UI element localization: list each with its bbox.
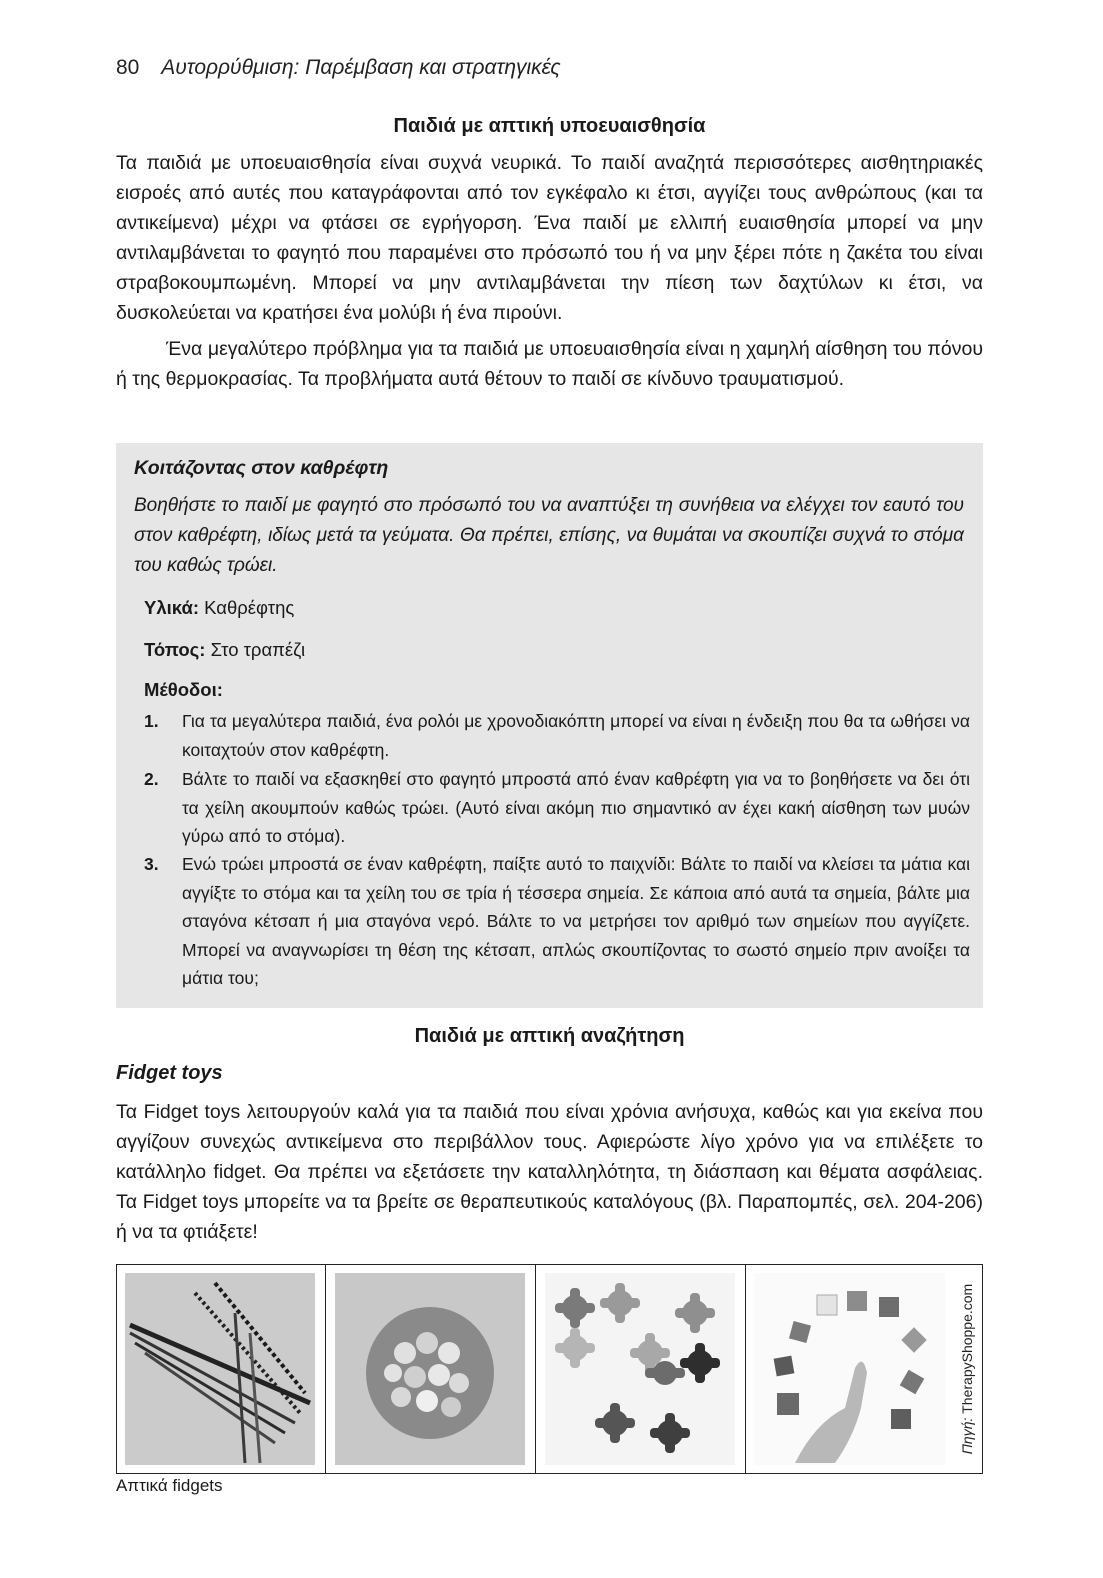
paragraph-fidget-toys: Τα Fidget toys λειτουργούν καλά για τα παιδιά που είναι χρόνια ανήσυχα, καθώς και για εκείνα που αγγίζουν συνεχώς αντικείμενα στο περιβάλλον τους. Αφιερώστε λίγο χρόνο για να επιλέξετε το κατάλληλο fidget. Θα πρέπει να εξετάσετε την καταλληλότητα, τη διάσπαση και θέματα ασφάλειας. Τα Fidget toys μπορείτε να τα βρείτε σε θεραπευτικούς καταλόγους (βλ. Παραπομπές, σελ. 204-206) ή να τα φτιάξετε! <box>116 1101 983 1243</box>
paragraph-hyposensitivity-2: Ένα μεγαλύτερο πρόβλημα για τα παιδιά με υποευαισθησία είναι η χαμηλή αίσθηση του πόνου ή της θερμοκρασίας. Τα προβλήματα αυτά θέτουν το παιδί σε κίνδυνο τραυματισμού. <box>116 338 983 390</box>
fidget-photo-squishy-ball <box>335 1273 525 1465</box>
fidget-photo-pipe-cleaners <box>125 1273 315 1465</box>
credit-label: Πηγή: <box>959 1417 975 1455</box>
running-title: Αυτορρύθμιση: Παρέμβαση και στρατηγικές <box>161 56 561 79</box>
figure-divider <box>745 1265 746 1473</box>
methods-label: Μέθοδοι: <box>144 679 223 700</box>
place-value: Στο τραπέζι <box>210 639 306 660</box>
method-text: Βάλτε το παιδί να εξασκηθεί στο φαγητό μπροστά από έναν καθρέφτη για να το βοηθήσετε να δει ότι τα χείλη ακουμπούν καθώς τρώει. (Αυτό είναι ακόμη πιο σημαντικό αν έχει κακή αίσθηση των μυών γύρω από το στόμα). <box>182 769 970 846</box>
fidget-photo-textured-tiles <box>755 1273 945 1465</box>
activity-title: Κοιτάζοντας στον καθρέφτη <box>134 457 389 479</box>
method-text: Ενώ τρώει μπροστά σε έναν καθρέφτη, παίξτε αυτό το παιχνίδι: Βάλτε το παιδί να κλείσει τα μάτια και αγγίξτε το στόμα και τα χείλη του σε τρία ή τέσσερα σημεία. Σε κάποια από αυτά τα σημεία, βάλτε μια σταγόνα κέτσαπ ή μια σταγόνα νερό. Βάλτε το να μετρήσει τον αριθμό των σημείων που αγγίζετε. Μπορεί να αναγνωρίσει τη θέση της κέτσαπ, απλώς σκουπίζοντας το σωστό σημείο πριν ανοίξει τα μάτια του; <box>182 854 970 988</box>
section-title-tactile-seeking: Παιδιά με απτική αναζήτηση <box>414 1025 685 1047</box>
method-number: 3. <box>144 854 159 874</box>
method-item <box>144 707 970 764</box>
fidget-toys-heading: Fidget toys <box>116 1062 223 1084</box>
running-head <box>116 56 561 80</box>
place-field <box>144 639 305 661</box>
paragraph-hyposensitivity-1: Τα παιδιά με υποευαισθησία είναι συχνά νευρικά. Το παιδί αναζητά περισσότερες αισθητηριακές εισροές από αυτές που καταγράφονται από τον εγκέφαλο κι έτσι, αγγίζει τους ανθρώπους (και τα αντικείμενα) μέχρι να φτάσει σε εγρήγορση. Ένα παιδί με ελλιπή ευαισθησία μπορεί να μην αντιλαμβάνεται το φαγητό που παραμένει στο πρόσωπό του ή να μην ξέρει πότε η ζακέτα του είναι στραβοκουμπωμένη. Μπορεί να μην αντιλαμβάνεται την πίεση των δαχτύλων κι έτσι, να δυσκολεύεται να κρατήσει ένα μολύβι ή ένα πιρούνι. <box>116 152 983 324</box>
credit-source: TherapyShoppe.com <box>959 1283 975 1414</box>
activity-box <box>116 443 983 1008</box>
figure-divider <box>325 1265 326 1473</box>
materials-field <box>144 597 294 619</box>
figure-caption: Απτικά fidgets <box>116 1476 223 1495</box>
section-title-hyposensitivity: Παιδιά με απτική υποευαισθησία <box>393 115 706 137</box>
method-number: 1. <box>144 711 159 731</box>
place-label: Τόπος: <box>144 639 206 660</box>
method-item <box>144 850 970 993</box>
fidget-figure <box>116 1264 983 1474</box>
method-number: 2. <box>144 769 159 789</box>
page-number: 80 <box>116 56 140 79</box>
materials-label: Υλικά: <box>144 597 200 618</box>
materials-value: Καθρέφτης <box>204 597 295 618</box>
method-text: Για τα μεγαλύτερα παιδιά, ένα ρολόι με χρονοδιακόπτη μπορεί να είναι η ένδειξη που θα τα ωθήσει να κοιταχτούν στον καθρέφτη. <box>182 711 970 760</box>
figure-divider <box>535 1265 536 1473</box>
fidget-photo-connectors <box>545 1273 735 1465</box>
activity-intro: Βοηθήστε το παιδί με φαγητό στο πρόσωπό του να αναπτύξει τη συνήθεια να ελέγχει τον εαυτό του στον καθρέφτη, ιδίως μετά τα γεύματα. Θα πρέπει, επίσης, να θυμάται να σκουπίζει συχνά το στόμα του καθώς τρώει. <box>134 495 964 576</box>
method-item <box>144 765 970 851</box>
photo-credit <box>953 1265 981 1473</box>
